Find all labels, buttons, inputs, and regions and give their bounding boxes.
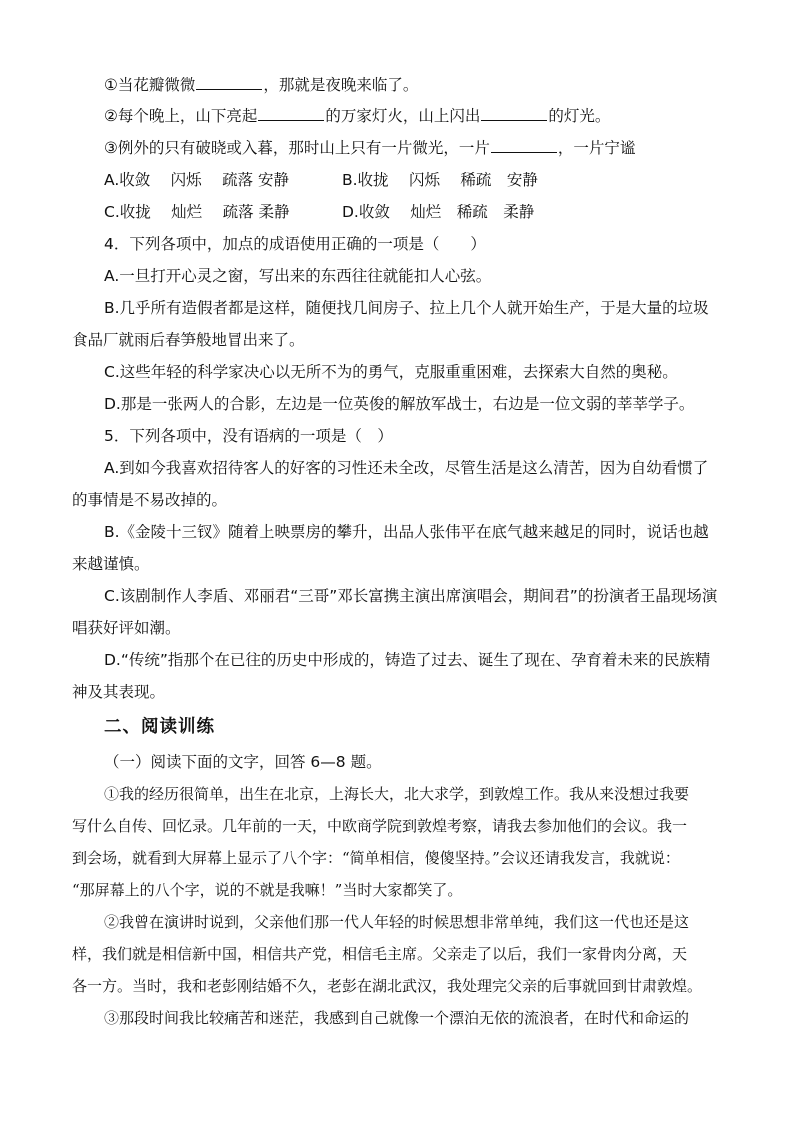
passage-line: ③那段时间我比较痛苦和迷茫，我感到自己就像一个漂泊无依的流浪者，在时代和命运的 bbox=[104, 1009, 690, 1027]
q4-option-d: D.那是一张两人的合影，左边是一位英俊的解放军战士，右边是一位文弱的莘莘学子。 bbox=[104, 395, 695, 413]
q4-option-b-cont: 食品厂就雨后春笋般地冒出来了。 bbox=[72, 331, 305, 349]
q4-option-c: C.这些年轻的科学家决心以无所不为的勇气，克服重重困难，去探索大自然的奥秘。 bbox=[104, 363, 678, 381]
q5-option-c: C.该剧制作人李盾、邓丽君“三哥”邓长富携主演出席演唱会，期间君”的扮演者王晶现场演 bbox=[104, 587, 718, 605]
q4-option-a: A.一旦打开心灵之窗，写出来的东西往往就能扣人心弦。 bbox=[104, 267, 492, 285]
section-heading: 二、阅读训练 bbox=[104, 717, 215, 737]
answer-blank bbox=[196, 75, 262, 90]
text: ①当花瓣微微 bbox=[104, 76, 196, 94]
q5-option-b-cont: 来越谨慎。 bbox=[72, 555, 150, 573]
q3-option-a: A.收敛 闪烁 疏落 安静 bbox=[104, 171, 290, 189]
text: 的灯光。 bbox=[548, 107, 611, 125]
q3-options-cd bbox=[104, 201, 534, 223]
passage-line: ②我曾在演讲时说到，父亲他们那一代人年轻的时候思想非常单纯，我们这一代也还是这 bbox=[104, 913, 690, 931]
q3-option-c: C.收拢 灿烂 疏落 柔静 bbox=[104, 203, 290, 221]
q3-sentence-1 bbox=[104, 74, 418, 96]
passage-line: 到会场，就看到大屏幕上显示了八个字：“简单相信，傻傻坚持。”会议还请我发言，我就说： bbox=[72, 849, 680, 867]
q5-option-c-cont: 唱获好评如潮。 bbox=[72, 619, 181, 637]
passage-line: 样，我们就是相信新中国，相信共产党，相信毛主席。父亲走了以后，我们一家骨肉分离，天 bbox=[72, 945, 688, 963]
q3-option-d: D.收敛 灿烂 稀疏 柔静 bbox=[342, 203, 535, 221]
passage-line: 写什么自传、回忆录。几年前的一天，中欧商学院到敦煌考察，请我去参加他们的会议。我一 bbox=[72, 817, 688, 835]
q5-option-a: A.到如今我喜欢招待客人的好客的习性还未全改，尽管生活是这么清苦，因为自幼看惯了 bbox=[104, 459, 709, 477]
passage-line: ①我的经历很简单，出生在北京，上海长大，北大求学，到敦煌工作。我从来没想过我要 bbox=[104, 785, 690, 803]
q4-option-b: B.几乎所有造假者都是这样，随便找几间房子、拉上几个人就开始生产，于是大量的垃圾 bbox=[104, 299, 709, 317]
text: ，一片宁谧 bbox=[557, 139, 636, 157]
q3-sentence-3 bbox=[104, 137, 635, 159]
q3-sentence-2 bbox=[104, 105, 610, 127]
q5-option-d-cont: 神及其表现。 bbox=[72, 683, 166, 701]
answer-blank bbox=[481, 106, 547, 121]
text: ②每个晚上，山下亮起 bbox=[104, 107, 258, 125]
q5-option-d: D.“传统”指那个在已往的历史中形成的，铸造了过去、诞生了现在、孕育着未来的民族精 bbox=[104, 651, 711, 669]
text: ③例外的只有破晓或入暮，那时山上只有一片微光，一片 bbox=[104, 139, 490, 157]
q4-stem: 4．下列各项中，加点的成语使用正确的一项是（ ） bbox=[104, 235, 486, 253]
q3-options-ab bbox=[104, 169, 538, 191]
q5-option-b: B.《金陵十三钗》随着上映票房的攀升，出品人张伟平在底气越来越足的同时，说话也越 bbox=[104, 523, 709, 541]
text: 的万家灯火，山上闪出 bbox=[325, 107, 481, 125]
q5-option-a-cont: 的事情是不易改掉的。 bbox=[72, 491, 228, 509]
q3-option-b: B.收拢 闪烁 稀疏 安静 bbox=[342, 171, 538, 189]
answer-blank bbox=[491, 138, 557, 153]
q5-stem: 5．下列各项中，没有语病的一项是（ ） bbox=[104, 427, 393, 445]
passage-line: 各一方。当时，我和老彭刚结婚不久，老彭在湖北武汉，我处理完父亲的后事就回到甘肃敦煌。 bbox=[72, 977, 703, 995]
text: ，那就是夜晚来临了。 bbox=[263, 76, 419, 94]
passage-line: “那屏幕上的八个字，说的不就是我嘛！”当时大家都笑了。 bbox=[72, 881, 463, 899]
answer-blank bbox=[258, 106, 324, 121]
reading-instructions: （一）阅读下面的文字，回答 6—8 题。 bbox=[104, 753, 382, 771]
